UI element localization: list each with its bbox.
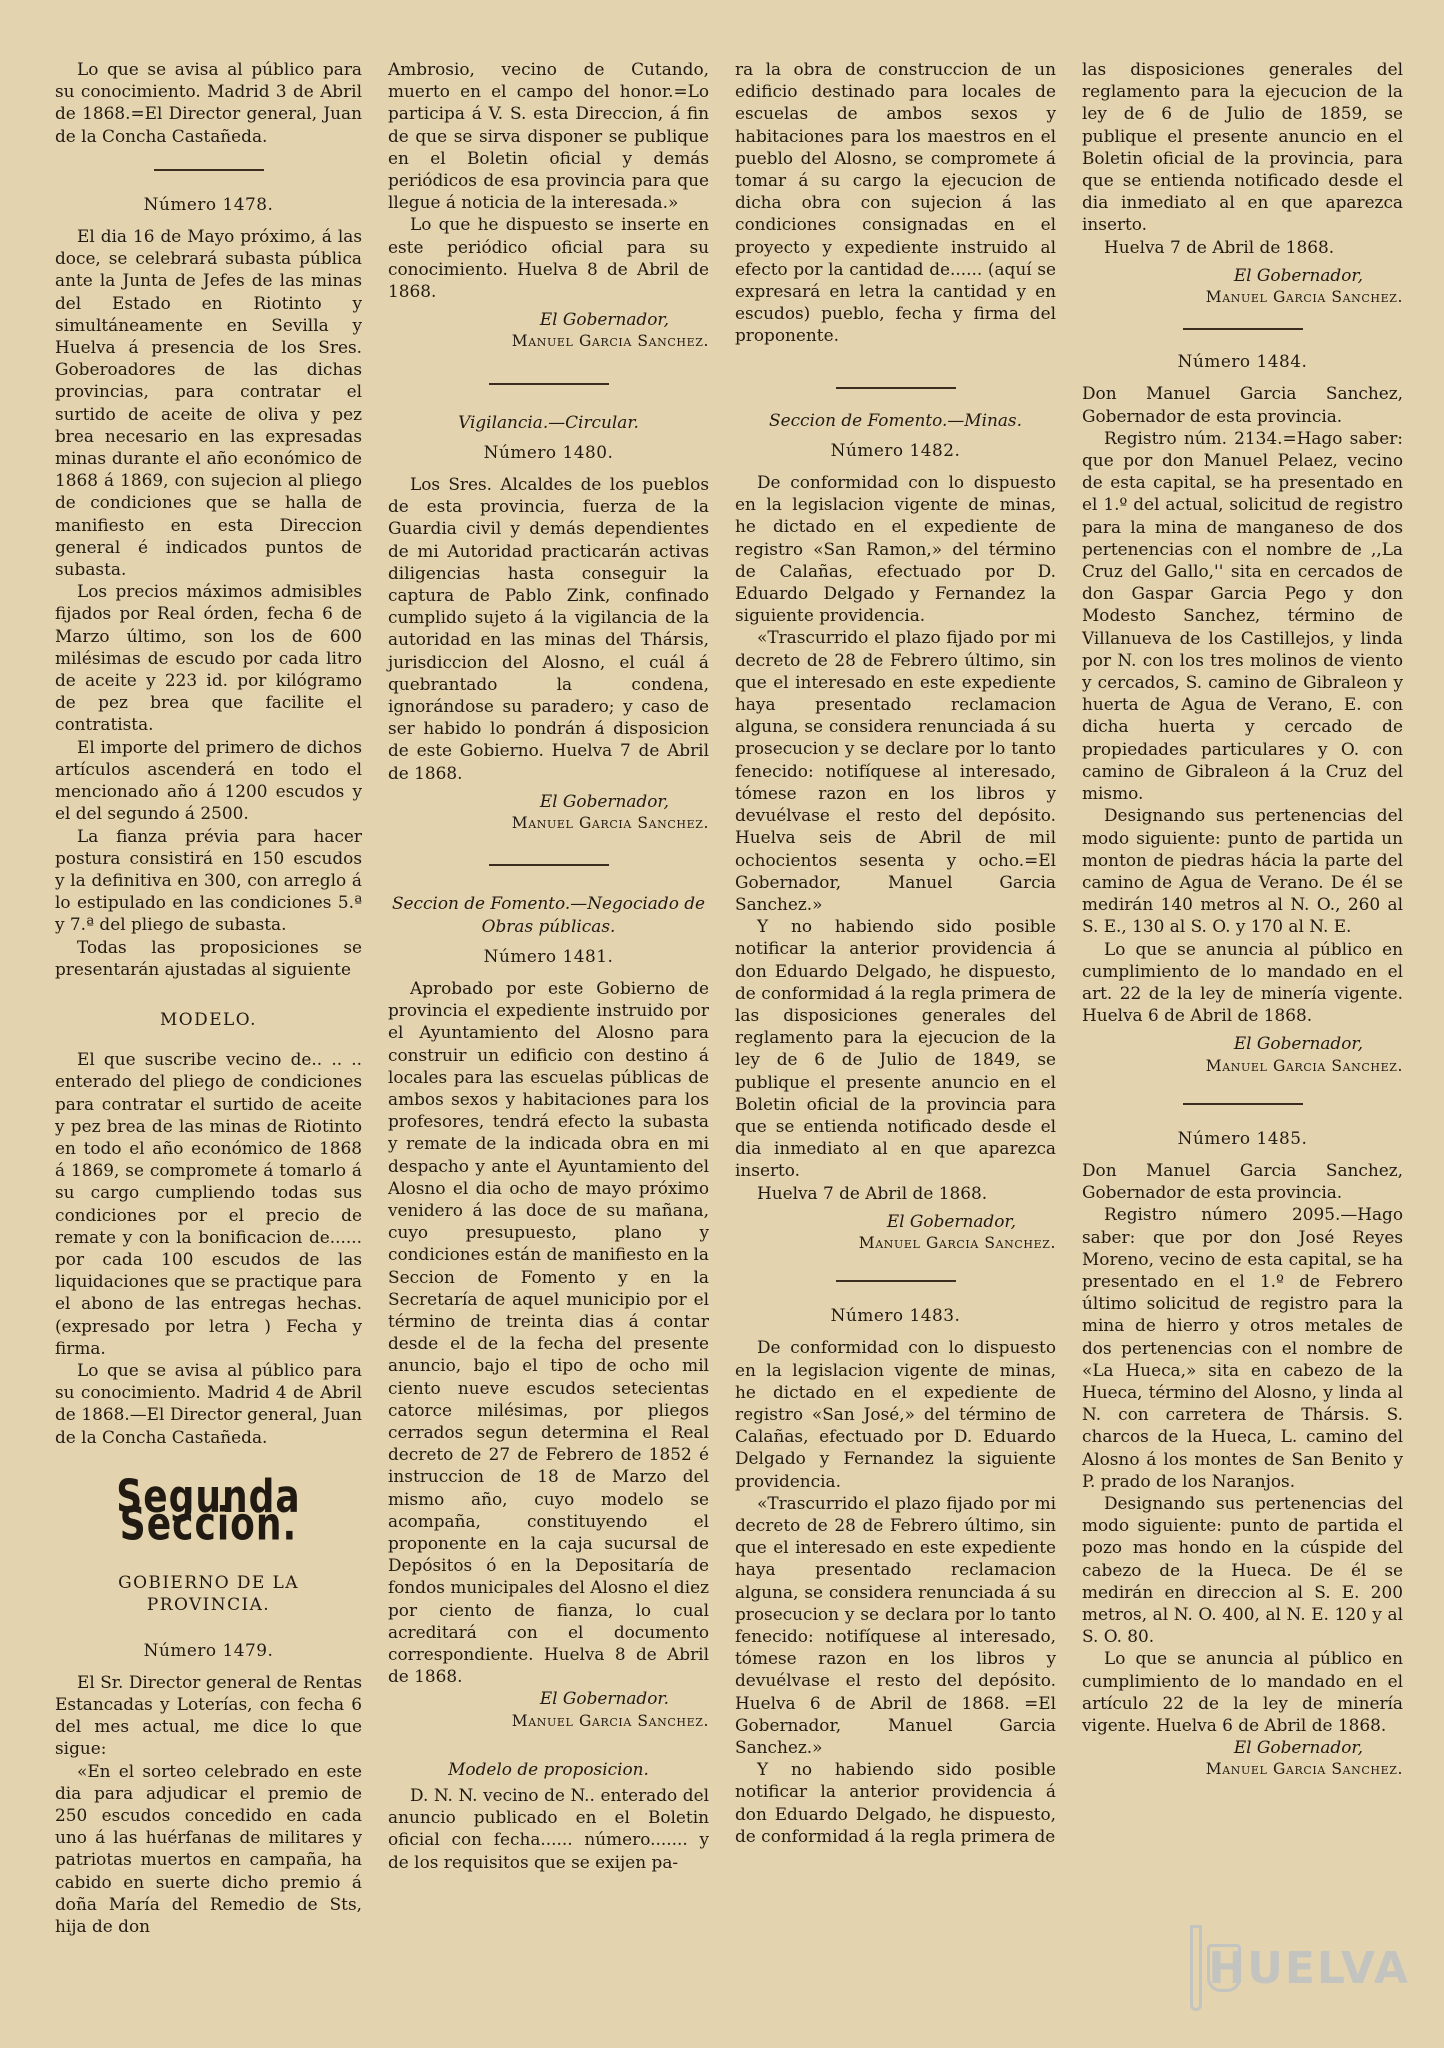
signature-title: El Gobernador, xyxy=(1233,1737,1363,1758)
notice-paragraph: Don Manuel Garcia Sanchez, Gobernador de esta provincia. xyxy=(1082,1159,1403,1203)
notice-number: Número 1480. xyxy=(483,441,614,462)
notice-paragraph: Lo que se avisa al público para su conocimiento. Madrid 4 de Abril de 1868.—El Director general, Juan de la Concha Castañeda. xyxy=(55,1359,362,1447)
section-title: Seccion de Fomento.—Minas. xyxy=(769,409,1022,430)
notice-number: Número 1481. xyxy=(483,945,614,966)
signature-name: Manuel Garcia Sanchez. xyxy=(1205,1056,1403,1075)
signature-title: El Gobernador, xyxy=(539,309,669,330)
section-title: Vigilancia.—Circular. xyxy=(458,411,639,432)
signature-title: El Gobernador, xyxy=(886,1210,1016,1231)
notice-paragraph: El que suscribe vecino de.. .. .. enterado del pliego de condiciones para contratar el surtido de aceite y pez brea de las minas de Riotinto en todo el año económico de 1868 á 1869, se compromete á tomarlo á su cargo cumpliendo todas sus condiciones por el precio de remate y con la bonificacion de...... por cada 100 escudos de las liquidaciones que se practique para el abono de las entregas hechas. (expresado por letra ) Fecha y firma. xyxy=(55,1049,362,1358)
section-title: Modelo de proposicion. xyxy=(448,1758,649,1779)
subsection-heading: GOBIERNO DE LA PROVINCIA. xyxy=(118,1573,299,1616)
divider xyxy=(1183,328,1303,330)
signature-title: El Gobernador. xyxy=(539,1688,669,1709)
notice-paragraph: Designando sus pertenencias del modo siguiente: punto de partida el pozo mas hondo en la cúspide del cabezo de la Hueca. De él se medirán en direccion al S. E. 200 metros, al N. O. 400, al N. E. 120 y al S. O. 80. xyxy=(1082,1492,1403,1647)
column-2 xyxy=(379,58,718,2020)
notice-number: Número 1478. xyxy=(143,193,274,214)
notice-paragraph: El dia 16 de Mayo próximo, á las doce, se celebrará subasta pública ante la Junta de Jefes de las minas del Estado en Riotinto y simultáneamente en Sevilla y Huelva á presencia de los Sres. Goberoadores de las dichas provincias, para contratar el surtido de aceite de oliva y pez brea necesario en las expresadas minas durante el año económico de 1868 á 1869, con sujecion al pliego de condiciones que se halla de manifiesto en esta Direccion general é indicados puntos de subasta. xyxy=(55,226,362,580)
signature-title: El Gobernador, xyxy=(1233,1033,1363,1054)
signature-name: Manuel Garcia Sanchez. xyxy=(1205,1760,1403,1779)
notice-paragraph: La fianza prévia para hacer postura consistirá en 150 escudos y la definitiva en 300, con arreglo á lo estipulado en las condiciones 5.ª y 7.ª del pliego de subasta. xyxy=(55,825,362,935)
notice-paragraph: Los Sres. Alcaldes de los pueblos de esta provincia, fuerza de la Guardia civil y demás dependientes de mi Autoridad practicarán activas diligencias hasta conseguir la captura de Pablo Zink, confinado cumplido sujeto á la vigilancia de la autoridad en las minas del Thársis, jurisdiccion del Alosno, el cuál á quebrantado la condena, ignorándose su paradero; y caso de ser habido lo pondrán á disposicion de este Gobierno. Huelva 7 de Abril de 1868. xyxy=(388,474,709,783)
signature-name: Manuel Garcia Sanchez. xyxy=(511,1711,709,1730)
notice-paragraph: Designando sus pertenencias del modo siguiente: punto de partida un monton de piedras hácia la parte del camino de Agua de Verano. De él se medirán 140 metros al N. O., 260 al S. E., 130 al S. O. y 170 al N. E. xyxy=(1082,805,1403,937)
signature-name: Manuel Garcia Sanchez. xyxy=(511,332,709,351)
notice-number: Número 1479. xyxy=(143,1639,274,1660)
notice-paragraph: Lo que se anuncia al público en cumplimiento de lo mandado en el art. 22 de la ley de minería vigente. Huelva 6 de Abril de 1868. xyxy=(1082,938,1403,1026)
modelo-heading: MODELO. xyxy=(160,1008,257,1029)
notice-paragraph: El Sr. Director general de Rentas Estancadas y Loterías, con fecha 6 del mes actual, me dice lo que sigue: xyxy=(55,1671,362,1759)
newspaper-page xyxy=(46,58,1410,2020)
notice-paragraph: Don Manuel Garcia Sanchez, Gobernador de esta provincia. xyxy=(1082,383,1403,426)
column-3 xyxy=(726,58,1065,2020)
notice-paragraph: Lo que se avisa al público para su conocimiento. Madrid 3 de Abril de 1868.=El Director general, Juan de la Concha Castañeda. xyxy=(55,59,362,146)
watermark-text: HUELVA xyxy=(1208,1942,1410,1994)
signature-name: Manuel Garcia Sanchez. xyxy=(858,1233,1056,1252)
notice-number: Número 1482. xyxy=(830,439,961,460)
divider xyxy=(836,387,956,389)
divider xyxy=(489,383,609,385)
notice-paragraph: Y no habiendo sido posible notificar la anterior providencia á don Eduardo Delgado, he dispuesto, de conformidad á la regla primera de xyxy=(735,1759,1056,1846)
notice-paragraph: Aprobado por este Gobierno de provincia el expediente instruido por el Ayuntamiento del Alosno para construir un edificio con destino á locales para las escuelas públicas de ambos sexos y habitaciones para los profesores, tendrá efecto la subasta y remate de la indicada obra en mi despacho y ante el Ayuntamiento del Alosno el dia ocho de mayo próximo venidero á las doce de su mañana, cuyo presupuesto, plano y condiciones están de manifiesto en la Seccion de Fomento y en la Secretaría de aquel municipio por el término de treinta dias á contar desde el de la fecha del presente anuncio, bajo el tipo de ocho mil ciento nueve escudos setecientas catorce milésimas, por pliegos cerrados segun determina el Real decreto de 27 de Febrero de 1852 é instruccion de 18 de Marzo del mismo año, cuyo modelo se acompaña, constituyendo el proponente en la caja sucursal de Depósitos ó en la Depositaría de fondos municipales del Alosno el diez por ciento de fianza, lo cual acreditará con el documento correspondiente. Huelva 8 de Abril de 1868. xyxy=(388,977,709,1687)
notice-paragraph: las disposiciones generales del reglamento para la ejecucion de la ley de 6 de Julio de 1859, se publique el presente anuncio en el Boletin oficial de la provincia, para que se entienda notificado desde el dia inmediato al en que aparezca inserto. xyxy=(1082,59,1403,235)
notice-number: Número 1485. xyxy=(1177,1127,1308,1148)
notice-paragraph: Lo que se anuncia al público en cumplimiento de lo mandado en el artículo 22 de la ley de minería vigente. Huelva 6 de Abril de 1868. xyxy=(1082,1648,1403,1736)
divider xyxy=(489,864,609,866)
signature-name: Manuel Garcia Sanchez. xyxy=(511,814,709,833)
notice-paragraph: Ambrosio, vecino de Cutando, muerto en el campo del honor.=Lo participa á V. S. esta Direccion, á fin de que se sirva disponer se publique en el Boletin oficial y demás periódicos de esa provincia para que llegue á noticia de la interesada.» xyxy=(388,59,709,213)
notice-paragraph: Huelva 7 de Abril de 1868. xyxy=(757,1182,988,1203)
notice-paragraph: Registro núm. 2134.=Hago saber: que por don Manuel Pelaez, vecino de esta capital, se ha presentado en el 1.º del actual, solicitud de registro para la mina de manganeso de dos pertenencias con el nombre de ,,La Cruz del Gallo,'' sita en cercados de don Gaspar Garcia Pego y don Modesto Sanchez, término de Villanueva de los Castillejos, y linda por N. con los tres molinos de viento y cercados, S. camino de Gibraleon y huerta de Agua de Verano, E. con dicha huerta y cercado de propiedades particulares y O. con camino de Gibraleon á la Cruz del mismo. xyxy=(1082,427,1403,804)
column-4 xyxy=(1073,58,1412,2020)
notice-paragraph: Lo que he dispuesto se inserte en este periódico oficial para su conocimiento. Huelva 8 de Abril de 1868. xyxy=(388,214,709,302)
divider xyxy=(836,1280,956,1282)
notice-paragraph: Registro número 2095.—Hago saber: que por don José Reyes Moreno, vecino de esta capital, se ha presentado en el 1.º de Febrero último solicitud de registro para la mina de hierro y otros metales de dos pertenencias con el nombre de «La Hueca,» sita en cabezo de la Hueca, término del Alosno, y linda al N. con carretera de Thársis. S. charcos de la Hueca, L. camino del Alosno á los montes de San Benito y P. prado de los Naranjos. xyxy=(1082,1204,1403,1491)
shield-icon xyxy=(1190,1925,1202,2011)
notice-paragraph: De conformidad con lo dispuesto en la legislacion vigente de minas, he dictado en el expediente de registro «San Ramon,» del término de Calañas, efectuado por D. Eduardo Delgado y Fernandez la siguiente providencia. xyxy=(735,472,1056,626)
section-heading: Segunda Seccion. xyxy=(116,1471,301,1551)
notice-paragraph: Y no habiendo sido posible notificar la anterior providencia á don Eduardo Delgado, he dispuesto, de conformidad á la regla primera de las disposiciones generales del reglamento para la ejecucion de la ley de 6 de Julio de 1849, se publique el presente anuncio en el Boletin oficial de la provincia para que se entienda notificado desde el dia inmediato al en que aparezca inserto. xyxy=(735,916,1056,1181)
notice-paragraph: «En el sorteo celebrado en este dia para adjudicar el premio de 250 escudos concedido en cada uno á las huérfanas de militares y patriotas muertos en campaña, ha cabido en suerte dicho premio á doña María del Remedio de Sts, hija de don xyxy=(55,1760,362,1937)
notice-paragraph: Todas las proposiciones se presentarán ajustadas al siguiente xyxy=(55,936,362,979)
notice-paragraph: El importe del primero de dichos artículos ascenderá en todo el mencionado año á 1200 escudos y el del segundo á 2500. xyxy=(55,736,362,824)
notice-paragraph: Huelva 7 de Abril de 1868. xyxy=(1104,236,1335,257)
archive-watermark xyxy=(1190,1908,1410,2028)
notice-paragraph: D. N. N. vecino de N.. enterado del anuncio publicado en el Boletin oficial con fecha...... número....... y de los requisitos que se exijen pa- xyxy=(388,1785,709,1872)
notice-number: Número 1484. xyxy=(1177,351,1308,372)
notice-paragraph: «Trascurrido el plazo fijado por mi decreto de 28 de Febrero último, sin que el interesado en este expediente haya presentado reclamacion alguna, se considera renunciada á su prosecucion y se declare por lo tanto fenecido: notifíquese al interesado, tómese razon en los libros y devuélvase el resto del depósito. Huelva seis de Abril de mil ochocientos sesenta y ocho.=El Gobernador, Manuel Garcia Sanchez.» xyxy=(735,627,1056,914)
signature-title: El Gobernador, xyxy=(1233,264,1363,285)
divider xyxy=(1183,1103,1303,1105)
signature-name: Manuel Garcia Sanchez. xyxy=(1205,288,1403,307)
divider xyxy=(154,169,264,171)
column-1 xyxy=(46,58,371,2020)
notice-paragraph: De conformidad con lo dispuesto en la legislacion vigente de minas, he dictado en el expediente de registro «San José,» del término de Calañas, efectuado por D. Eduardo Delgado y Fernandez la siguiente providencia. xyxy=(735,1337,1056,1491)
section-title: Seccion de Fomento.—Negociado de Obras públicas. xyxy=(391,893,706,936)
notice-paragraph: Los precios máximos admisibles fijados por Real órden, fecha 6 de Marzo último, son los de 600 milésimas de escudo por cada litro de aceite y 223 id. por kilógramo de pez brea que facilite el contratista. xyxy=(55,581,362,735)
notice-number: Número 1483. xyxy=(830,1305,961,1326)
signature-title: El Gobernador, xyxy=(539,790,669,811)
notice-paragraph: «Trascurrido el plazo fijado por mi decreto de 28 de Febrero último, sin que el interesado en este expediente haya presentado reclamacion alguna, se considera renunciada á su prosecucion y se declara por lo tanto fenecido: notifíquese al interesado, tómese razon en los libros y devuélvase el resto del depósito. Huelva 6 de Abril de 1868. =El Gobernador, Manuel Garcia Sanchez.» xyxy=(735,1492,1056,1758)
notice-paragraph: ra la obra de construccion de un edificio destinado para locales de escuelas de ambos sexos y habitaciones para los maestros en el pueblo del Alosno, se compromete á tomar á su cargo la ejecucion de dicha obra con sujecion á las condiciones consignadas en el proyecto y expediente instruido al efecto por la cantidad de...... (aquí se expresará en letra la cantidad y en escudos) pueblo, fecha y firma del proponente. xyxy=(735,59,1056,346)
